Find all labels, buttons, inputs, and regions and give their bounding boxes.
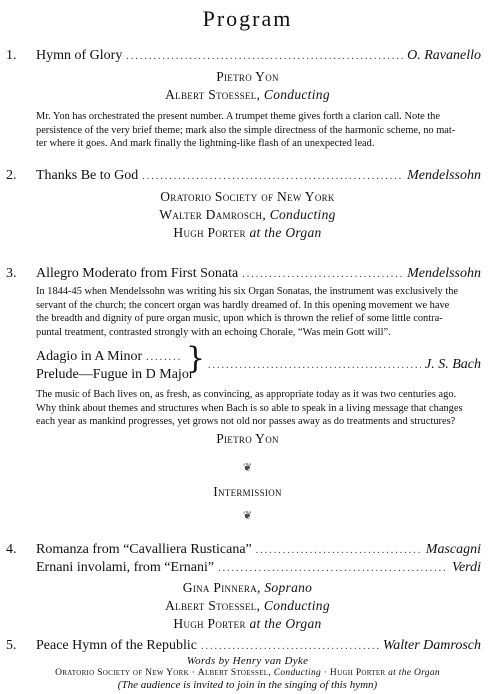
- composer: Walter Damrosch: [382, 638, 481, 653]
- organist: [0, 225, 495, 241]
- program-line: [36, 349, 186, 367]
- piece-title: Thanks Be to God: [36, 168, 139, 183]
- note-line: each year as mankind progresses, yet grows not old nor passes away as do treatments and structures?: [36, 416, 456, 427]
- credit-name: Albert Stoessel,: [165, 598, 261, 613]
- leader-dots: [242, 269, 403, 280]
- note-line: persistence of the very brief theme; mark also the simple directness of the harmonic scheme, no mat-: [36, 124, 456, 136]
- piece-title: Allegro Moderato from First Sonata: [36, 266, 239, 281]
- program-line: [36, 542, 481, 560]
- credit-name: Oratorio Society of New York: [55, 668, 189, 678]
- leader-dots: [218, 563, 448, 574]
- program-note: [36, 110, 483, 151]
- ornament-icon: ❦: [242, 510, 253, 522]
- brace-icon: }: [186, 341, 206, 376]
- composer: O. Ravanello: [407, 48, 481, 63]
- credit-role: at the Organ: [249, 225, 322, 240]
- item-number: 4.: [6, 542, 17, 557]
- leader-dots: [208, 360, 421, 371]
- soloist: [0, 580, 495, 596]
- note-line: ter where it goes. And mark finally the lightning-like flash of an unexpected lead.: [36, 138, 375, 149]
- note-line: The music of Bach lives on, as fresh, as convincing, as appropriate today as it was two centuries ago.: [36, 389, 457, 400]
- conductor: [0, 87, 495, 103]
- credit-role: Conducting: [263, 598, 330, 613]
- credit-name: Gina Pinnera,: [182, 580, 261, 595]
- words-by: Words by Henry van Dyke: [186, 655, 309, 667]
- program-line: [36, 48, 481, 66]
- credit-name: Oratorio Society of New York: [160, 189, 335, 204]
- note-line: Why think about themes and structures when Bach is so able to speak in a living message that changes: [36, 402, 463, 414]
- performer: [0, 69, 495, 85]
- program-line: [204, 357, 481, 375]
- leader-dots: [146, 352, 182, 363]
- composer: Mendelssohn: [407, 266, 481, 281]
- chorus: [0, 189, 495, 205]
- ornament-icon: ❦: [242, 462, 253, 474]
- credits-line: Oratorio Society of New York · Albert Stoessel, Conducting · Hugh Porter at the Organ: [55, 668, 440, 678]
- note-line: puntal treatment, contrasted strongly with an echoing Chorale, “Was mein Gott will”.: [36, 326, 391, 338]
- leader-dots: [142, 171, 403, 182]
- credit-name: Hugh Porter: [173, 616, 246, 631]
- item-number: 5.: [6, 638, 17, 653]
- credit-name: Walter Damrosch,: [159, 207, 267, 222]
- credit-name: Albert Stoessel,: [197, 668, 272, 678]
- program-line: [36, 638, 481, 656]
- credit-role: at the Organ: [249, 616, 322, 631]
- credit-name: Pietro Yon: [216, 69, 279, 84]
- composer: Verdi: [451, 560, 481, 575]
- credit-name: Hugh Porter: [329, 668, 386, 678]
- program-line: [36, 168, 481, 186]
- piece-title: Peace Hymn of the Republic: [36, 638, 197, 653]
- credit-role: Conducting: [263, 87, 330, 102]
- piece-title: Adagio in A Minor: [36, 349, 143, 364]
- closing-note: (The audience is invited to join in the singing of this hymn): [117, 679, 378, 691]
- credit-role: Conducting: [269, 207, 336, 222]
- credit-name: Hugh Porter: [173, 225, 246, 240]
- leader-dots: [256, 545, 422, 556]
- item-number: 1.: [6, 48, 17, 63]
- conductor: [0, 598, 495, 614]
- credit-role: Conducting: [273, 668, 322, 678]
- program-line: [36, 560, 481, 578]
- program-note: [36, 285, 483, 339]
- conductor: [0, 207, 495, 223]
- leader-dots: [201, 641, 379, 652]
- credit-role: at the Organ: [388, 668, 440, 678]
- credit-name: Pietro Yon: [216, 431, 279, 446]
- composer: Mendelssohn: [407, 168, 481, 183]
- leader-dots: [126, 51, 403, 62]
- performer: [0, 431, 495, 447]
- page-title: Program: [202, 6, 293, 31]
- item-number: 3.: [6, 266, 17, 281]
- credit-name: Albert Stoessel,: [165, 87, 261, 102]
- note-line: the breadth and dignity of pure organ music, upon which is thrown the relief of some little contra-: [36, 313, 443, 324]
- note-line: Mr. Yon has orchestrated the present number. A trumpet theme gives forth a clarion call. Note the: [36, 111, 440, 122]
- piece-title: Hymn of Glory: [36, 48, 123, 63]
- note-line: servant of the church; the concert organ was hardly dreamed of. In this opening movement we have: [36, 299, 450, 311]
- intermission-label: Intermission: [213, 484, 282, 499]
- piece-title: Prelude—Fugue in D Major: [36, 367, 194, 382]
- program-note: [36, 388, 483, 429]
- credit-role: Soprano: [264, 580, 313, 595]
- composer: Mascagni: [425, 542, 481, 557]
- program-line: [36, 266, 481, 284]
- organist: [0, 616, 495, 632]
- note-line: In 1844-45 when Mendelssohn was writing his six Organ Sonatas, the instrument was exclusively the: [36, 286, 459, 297]
- item-number: 2.: [6, 168, 17, 183]
- piece-title: Ernani involami, from “Ernani”: [36, 560, 215, 575]
- piece-title: Romanza from “Cavalliera Rusticana”: [36, 542, 252, 557]
- program-line: [36, 367, 194, 385]
- composer: J. S. Bach: [425, 357, 481, 372]
